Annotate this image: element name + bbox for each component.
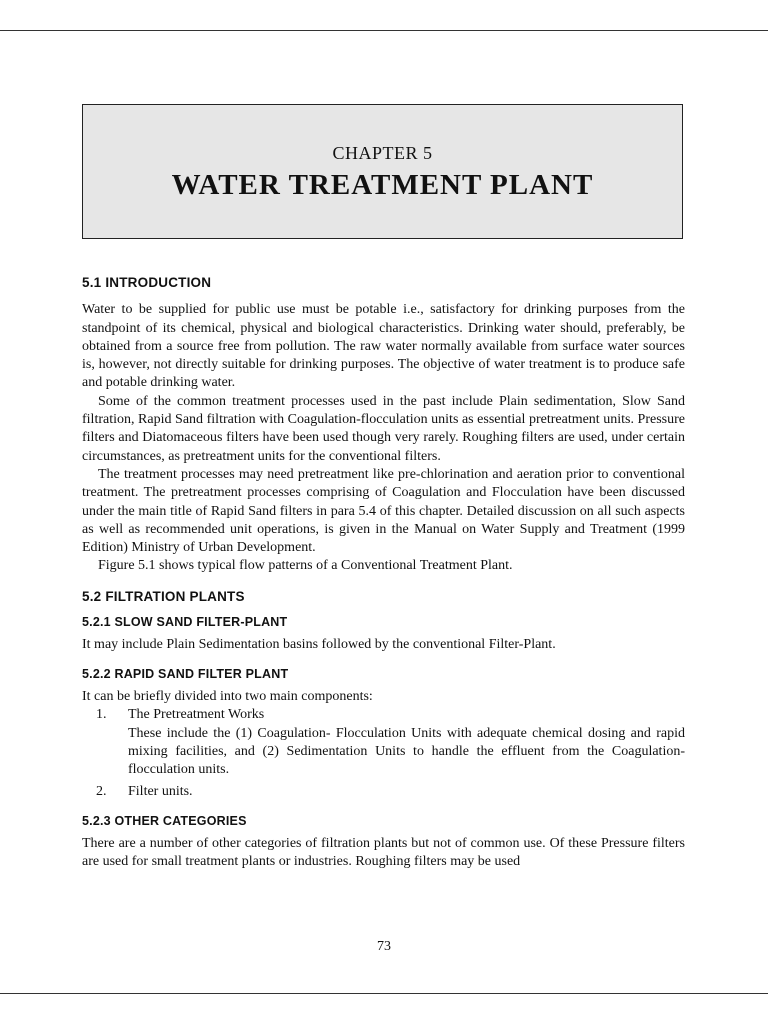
intro-paragraph-4: Figure 5.1 shows typical flow patterns of a Conventional Treatment Plant. xyxy=(98,558,513,574)
list-item-number: 1. xyxy=(96,707,107,723)
subsection-heading-other-categories: 5.2.3 OTHER CATEGORIES xyxy=(82,813,247,828)
rapid-sand-intro: It can be briefly divided into two main components: xyxy=(82,688,373,704)
page-number: 73 xyxy=(377,939,391,954)
chapter-title: WATER TREATMENT PLANT xyxy=(171,169,594,201)
list-item-label: The Pretreatment Works xyxy=(128,707,265,723)
intro-paragraph-1: Water to be supplied for public use must be potable i.e., satisfactory for drinking purposes from the standpoint of its chemical, physical and biological characteristics. Drinking water should, preferably, be obtained from a source free from pollution. The raw water normally available from surface water sources is, however, not directly suitable for drinking purposes. The objective of water treatment is to produce safe and potable drinking water. xyxy=(82,302,685,391)
list-item xyxy=(82,783,685,801)
intro-paragraph-3: The treatment processes may need pretreatment like pre-chlorination and aeration prior to conventional treatment. The pretreatment processes comprising of Coagulation and Flocculation have been discussed under the main title of Rapid Sand filters in para 5.4 of this chapter. Detailed discussion on all such aspects as well as recommended unit operations, is given in the Manual on Water Supply and Treatment (1999 Edition) Ministry of Urban Development. xyxy=(82,466,685,556)
chapter-title-box xyxy=(82,104,683,239)
list-item xyxy=(82,706,685,779)
subsection-heading-slow-sand: 5.2.1 SLOW SAND FILTER-PLANT xyxy=(82,615,288,630)
section-heading-introduction: 5.1 INTRODUCTION xyxy=(82,275,212,290)
intro-paragraph-2: Some of the common treatment processes used in the past include Plain sedimentation, Slow Sand filtration, Rapid Sand filtration with Coagulation-flocculation units as essential pretreatment units. Pressure filters and Diatomaceous filters have been used though very rarely. Roughing filters are used, under certain circumstances, as pretreatment units for the conventional filters. xyxy=(82,393,685,464)
subsection-heading-rapid-sand: 5.2.2 RAPID SAND FILTER PLANT xyxy=(82,666,289,681)
page-content xyxy=(82,274,685,872)
bottom-rule xyxy=(0,993,768,994)
list-item-label: Filter units. xyxy=(128,784,193,800)
list-item-detail: These include the (1) Coagulation- Flocculation Units with adequate chemical dosing and rapid mixing facilities, and (2) Sedimentation Units to handle the effluent from the Coagulation-flocculation units. xyxy=(128,725,685,778)
other-categories-text: There are a number of other categories of filtration plants but not of common use. Of these Pressure filters are used for small treatment plants or industries. Roughing filters may be used xyxy=(82,836,685,870)
chapter-label: CHAPTER 5 xyxy=(332,143,433,163)
section-heading-filtration: 5.2 FILTRATION PLANTS xyxy=(82,588,245,604)
slow-sand-text: It may include Plain Sedimentation basins followed by the conventional Filter-Plant. xyxy=(82,637,556,653)
top-rule xyxy=(0,30,768,31)
rapid-sand-component-list xyxy=(82,706,685,801)
list-item-number: 2. xyxy=(96,784,107,800)
